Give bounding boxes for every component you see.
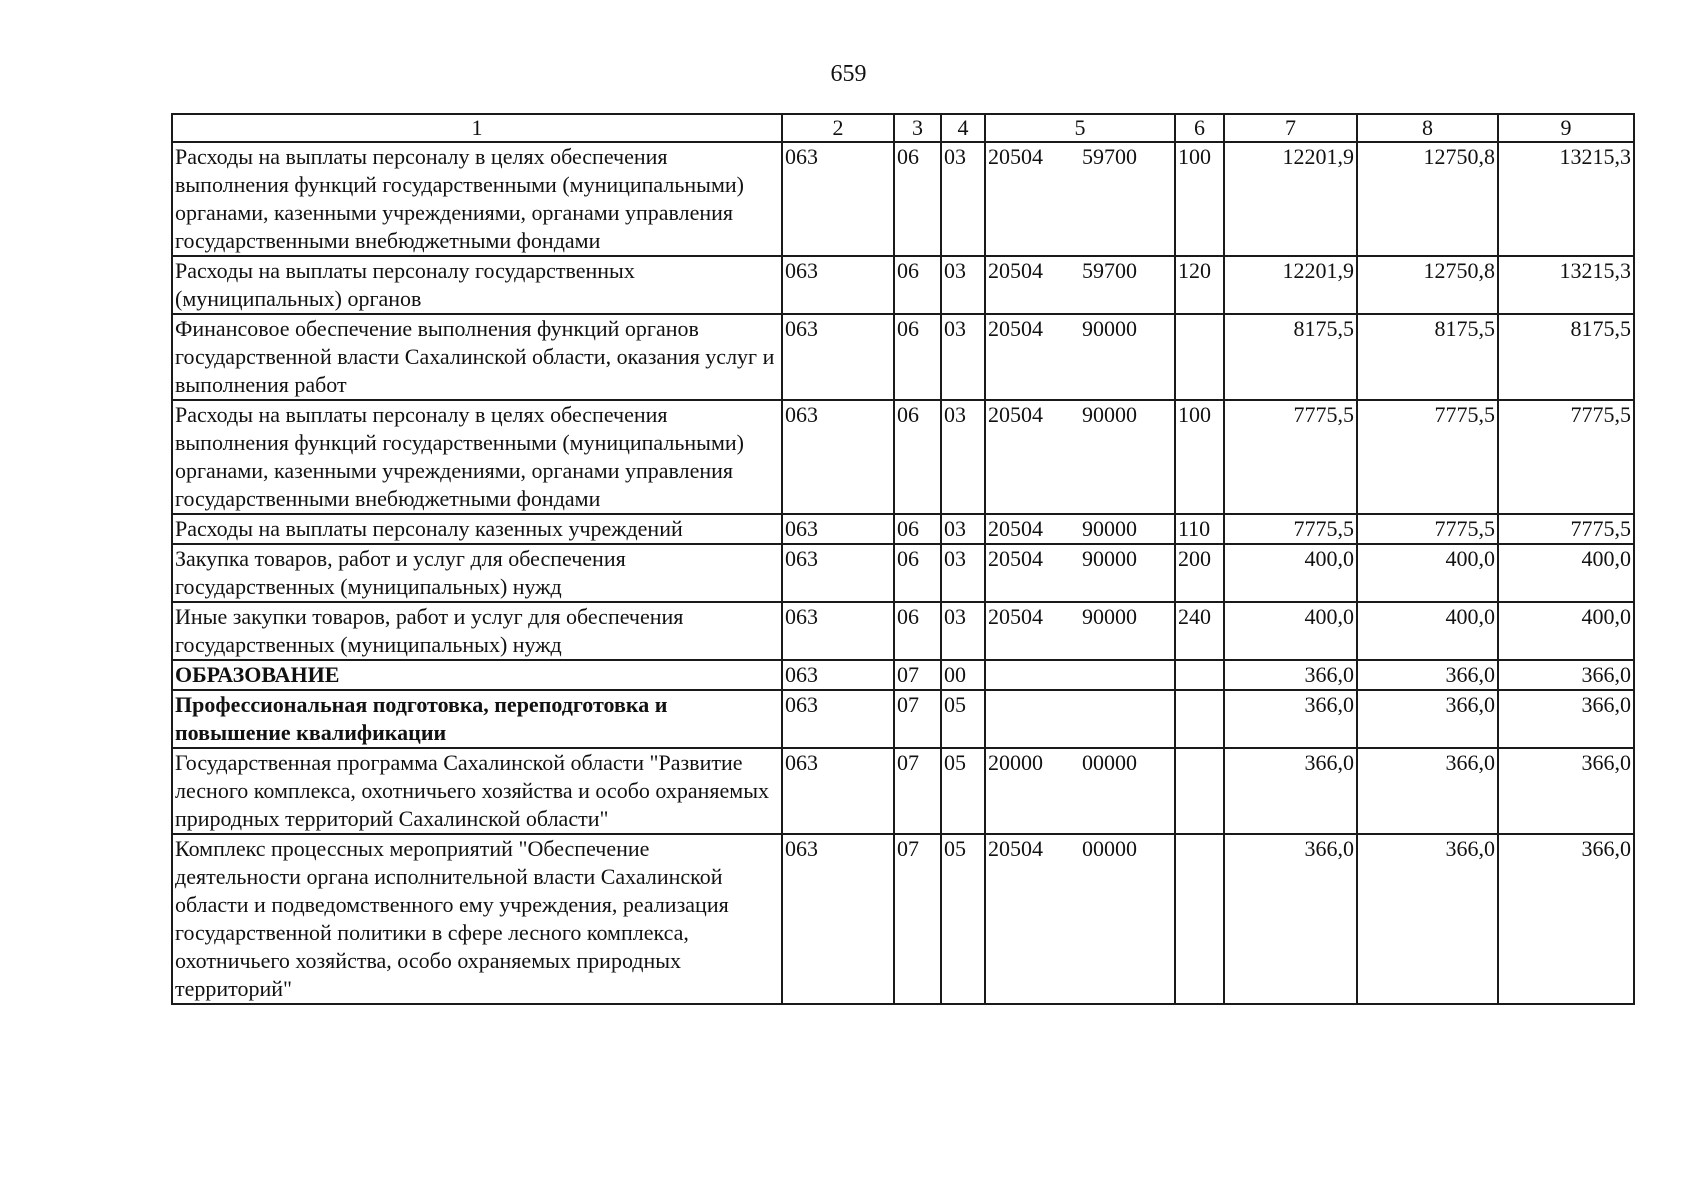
target-article-code xyxy=(985,544,1175,602)
subsection-code: 03 xyxy=(941,400,985,514)
table-row xyxy=(172,544,1634,602)
expense-type-code xyxy=(1175,748,1224,834)
table-row xyxy=(172,690,1634,748)
admin-code: 063 xyxy=(782,514,894,544)
row-name: Расходы на выплаты персоналу государственных (муниципальных) органов xyxy=(172,256,782,314)
header-col-8: 8 xyxy=(1357,114,1498,142)
admin-code: 063 xyxy=(782,690,894,748)
amount-col-9: 400,0 xyxy=(1498,602,1634,660)
expense-type-code: 100 xyxy=(1175,142,1224,256)
amount-col-8: 366,0 xyxy=(1357,660,1498,690)
target-article-part-2: 90000 xyxy=(1082,316,1137,341)
subsection-code: 03 xyxy=(941,142,985,256)
target-article-part-1: 20504 xyxy=(988,604,1043,629)
amount-col-8: 12750,8 xyxy=(1357,142,1498,256)
amount-col-9: 366,0 xyxy=(1498,748,1634,834)
subsection-code: 05 xyxy=(941,690,985,748)
target-article-part-2: 90000 xyxy=(1082,604,1137,629)
target-article-code xyxy=(985,314,1175,400)
admin-code: 063 xyxy=(782,660,894,690)
subsection-code: 00 xyxy=(941,660,985,690)
header-col-4: 4 xyxy=(941,114,985,142)
target-article-part-2: 59700 xyxy=(1082,144,1137,169)
header-col-6: 6 xyxy=(1175,114,1224,142)
row-name: Расходы на выплаты персоналу в целях обеспечения выполнения функций государственными (муниципальными) органами, казенными учреждениями, органами управления государственными внебюджетными фондами xyxy=(172,142,782,256)
target-article-code xyxy=(985,142,1175,256)
expense-type-code xyxy=(1175,834,1224,1004)
section-code: 06 xyxy=(894,400,941,514)
amount-col-8: 7775,5 xyxy=(1357,514,1498,544)
table-row xyxy=(172,314,1634,400)
amount-col-9: 7775,5 xyxy=(1498,514,1634,544)
subsection-code: 03 xyxy=(941,256,985,314)
amount-col-7: 366,0 xyxy=(1224,660,1357,690)
subsection-code: 03 xyxy=(941,602,985,660)
target-article-part-1: 20504 xyxy=(988,402,1043,427)
amount-col-7: 8175,5 xyxy=(1224,314,1357,400)
subsection-code: 03 xyxy=(941,314,985,400)
page-number: 659 xyxy=(830,61,867,87)
amount-col-7: 366,0 xyxy=(1224,748,1357,834)
section-code: 07 xyxy=(894,748,941,834)
table-row xyxy=(172,256,1634,314)
target-article-part-2: 00000 xyxy=(1082,836,1137,861)
expense-type-code xyxy=(1175,660,1224,690)
target-article-part-1: 20504 xyxy=(988,144,1043,169)
amount-col-8: 7775,5 xyxy=(1357,400,1498,514)
expense-type-code: 120 xyxy=(1175,256,1224,314)
amount-col-9: 7775,5 xyxy=(1498,400,1634,514)
target-article-code xyxy=(985,660,1175,690)
target-article-part-1: 20504 xyxy=(988,258,1043,283)
row-name: Закупка товаров, работ и услуг для обеспечения государственных (муниципальных) нужд xyxy=(172,544,782,602)
subsection-code: 03 xyxy=(941,514,985,544)
subsection-code: 05 xyxy=(941,748,985,834)
target-article-part-2: 90000 xyxy=(1082,516,1137,541)
amount-col-7: 400,0 xyxy=(1224,602,1357,660)
admin-code: 063 xyxy=(782,748,894,834)
row-name: Комплекс процессных мероприятий "Обеспечение деятельности органа исполнительной власти Сахалинской области и подведомственного ему учреждения, реализация государственной политики в сфере лесного комплекса, охотничьего хозяйства, особо охраняемых природных территорий" xyxy=(172,834,782,1004)
table-row xyxy=(172,834,1634,1004)
section-code: 06 xyxy=(894,602,941,660)
amount-col-8: 366,0 xyxy=(1357,834,1498,1004)
section-code: 06 xyxy=(894,544,941,602)
table-row xyxy=(172,602,1634,660)
expense-type-code: 200 xyxy=(1175,544,1224,602)
amount-col-7: 400,0 xyxy=(1224,544,1357,602)
table-row xyxy=(172,514,1634,544)
amount-col-9: 13215,3 xyxy=(1498,142,1634,256)
section-code: 07 xyxy=(894,690,941,748)
section-code: 06 xyxy=(894,256,941,314)
row-name: Расходы на выплаты персоналу казенных учреждений xyxy=(172,514,782,544)
section-code: 06 xyxy=(894,142,941,256)
header-col-3: 3 xyxy=(894,114,941,142)
admin-code: 063 xyxy=(782,544,894,602)
target-article-code xyxy=(985,256,1175,314)
target-article-part-1: 20504 xyxy=(988,516,1043,541)
admin-code: 063 xyxy=(782,834,894,1004)
amount-col-8: 366,0 xyxy=(1357,748,1498,834)
section-code: 06 xyxy=(894,514,941,544)
header-col-7: 7 xyxy=(1224,114,1357,142)
amount-col-8: 8175,5 xyxy=(1357,314,1498,400)
header-col-1: 1 xyxy=(172,114,782,142)
section-code: 07 xyxy=(894,660,941,690)
budget-table xyxy=(171,113,1635,1005)
table-row xyxy=(172,660,1634,690)
row-name: Финансовое обеспечение выполнения функций органов государственной власти Сахалинской области, оказания услуг и выполнения работ xyxy=(172,314,782,400)
table-header-row xyxy=(172,114,1634,142)
table-row xyxy=(172,142,1634,256)
amount-col-9: 13215,3 xyxy=(1498,256,1634,314)
admin-code: 063 xyxy=(782,142,894,256)
subsection-code: 05 xyxy=(941,834,985,1004)
expense-type-code: 110 xyxy=(1175,514,1224,544)
row-name: Иные закупки товаров, работ и услуг для обеспечения государственных (муниципальных) нужд xyxy=(172,602,782,660)
amount-col-8: 400,0 xyxy=(1357,544,1498,602)
amount-col-7: 366,0 xyxy=(1224,690,1357,748)
amount-col-7: 366,0 xyxy=(1224,834,1357,1004)
target-article-part-2: 59700 xyxy=(1082,258,1137,283)
expense-type-code xyxy=(1175,690,1224,748)
target-article-code xyxy=(985,602,1175,660)
amount-col-9: 8175,5 xyxy=(1498,314,1634,400)
target-article-part-1: 20000 xyxy=(988,750,1043,775)
target-article-code xyxy=(985,748,1175,834)
target-article-part-2: 90000 xyxy=(1082,546,1137,571)
table-row xyxy=(172,400,1634,514)
row-name: Профессиональная подготовка, переподготовка и повышение квалификации xyxy=(172,690,782,748)
section-code: 06 xyxy=(894,314,941,400)
subsection-code: 03 xyxy=(941,544,985,602)
target-article-code xyxy=(985,514,1175,544)
amount-col-7: 12201,9 xyxy=(1224,142,1357,256)
expense-type-code: 240 xyxy=(1175,602,1224,660)
header-col-2: 2 xyxy=(782,114,894,142)
amount-col-8: 366,0 xyxy=(1357,690,1498,748)
target-article-part-2: 90000 xyxy=(1082,402,1137,427)
row-name: Государственная программа Сахалинской области "Развитие лесного комплекса, охотничьего хозяйства и особо охраняемых природных территорий Сахалинской области" xyxy=(172,748,782,834)
target-article-code xyxy=(985,400,1175,514)
admin-code: 063 xyxy=(782,400,894,514)
target-article-part-2: 00000 xyxy=(1082,750,1137,775)
admin-code: 063 xyxy=(782,256,894,314)
table-row xyxy=(172,748,1634,834)
target-article-code xyxy=(985,834,1175,1004)
row-name: Расходы на выплаты персоналу в целях обеспечения выполнения функций государственными (муниципальными) органами, казенными учреждениями, органами управления государственными внебюджетными фондами xyxy=(172,400,782,514)
admin-code: 063 xyxy=(782,314,894,400)
header-col-9: 9 xyxy=(1498,114,1634,142)
section-code: 07 xyxy=(894,834,941,1004)
amount-col-9: 366,0 xyxy=(1498,834,1634,1004)
target-article-part-1: 20504 xyxy=(988,316,1043,341)
amount-col-9: 400,0 xyxy=(1498,544,1634,602)
target-article-part-1: 20504 xyxy=(988,836,1043,861)
expense-type-code: 100 xyxy=(1175,400,1224,514)
target-article-code xyxy=(985,690,1175,748)
row-name: ОБРАЗОВАНИЕ xyxy=(172,660,782,690)
amount-col-9: 366,0 xyxy=(1498,690,1634,748)
amount-col-9: 366,0 xyxy=(1498,660,1634,690)
amount-col-8: 12750,8 xyxy=(1357,256,1498,314)
amount-col-7: 7775,5 xyxy=(1224,400,1357,514)
admin-code: 063 xyxy=(782,602,894,660)
amount-col-7: 7775,5 xyxy=(1224,514,1357,544)
header-col-5: 5 xyxy=(985,114,1175,142)
amount-col-8: 400,0 xyxy=(1357,602,1498,660)
amount-col-7: 12201,9 xyxy=(1224,256,1357,314)
expense-type-code xyxy=(1175,314,1224,400)
target-article-part-1: 20504 xyxy=(988,546,1043,571)
